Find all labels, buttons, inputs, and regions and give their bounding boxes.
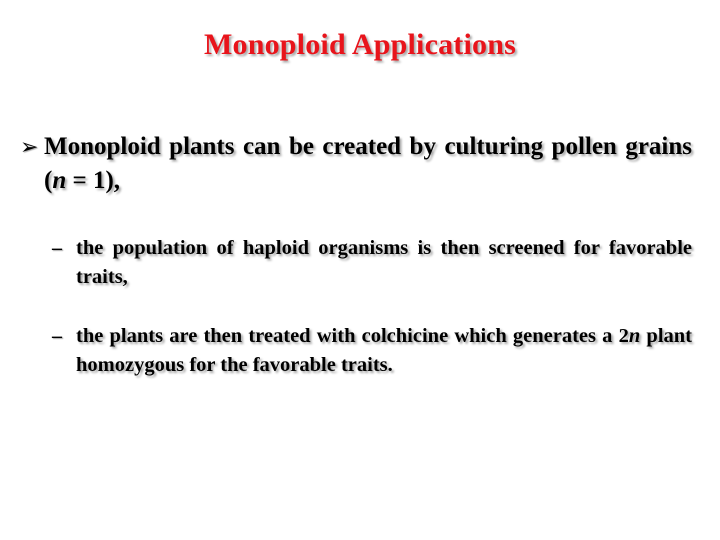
slide-title: Monoploid Applications [204, 28, 516, 61]
dash-bullet-icon: – [52, 325, 62, 347]
bullet-text [44, 130, 692, 198]
sub-bullet-text-part: the plants are then treated with colchicine which generates a 2 [76, 325, 629, 347]
bullet-item [20, 130, 692, 198]
sub-bullet-text-part: plant homozygous for the favorable traits. [76, 325, 692, 376]
italic-variable: n [52, 167, 67, 194]
sub-bullet-text-part: the population of haploid organisms is then screened for favorable traits, [76, 237, 692, 288]
bullet-text-part: = 1), [66, 167, 121, 194]
bullet-text-part: Monoploid plants can be created by culturing pollen grains ( [44, 133, 692, 194]
sub-bullet-text [76, 322, 692, 380]
arrow-bullet-icon: ➢ [20, 134, 39, 159]
italic-variable: n [628, 325, 641, 347]
dash-bullet-icon: – [52, 237, 62, 259]
sub-bullet-item [52, 322, 692, 380]
sub-bullet-text [76, 234, 692, 292]
sub-bullet-item [52, 234, 692, 292]
